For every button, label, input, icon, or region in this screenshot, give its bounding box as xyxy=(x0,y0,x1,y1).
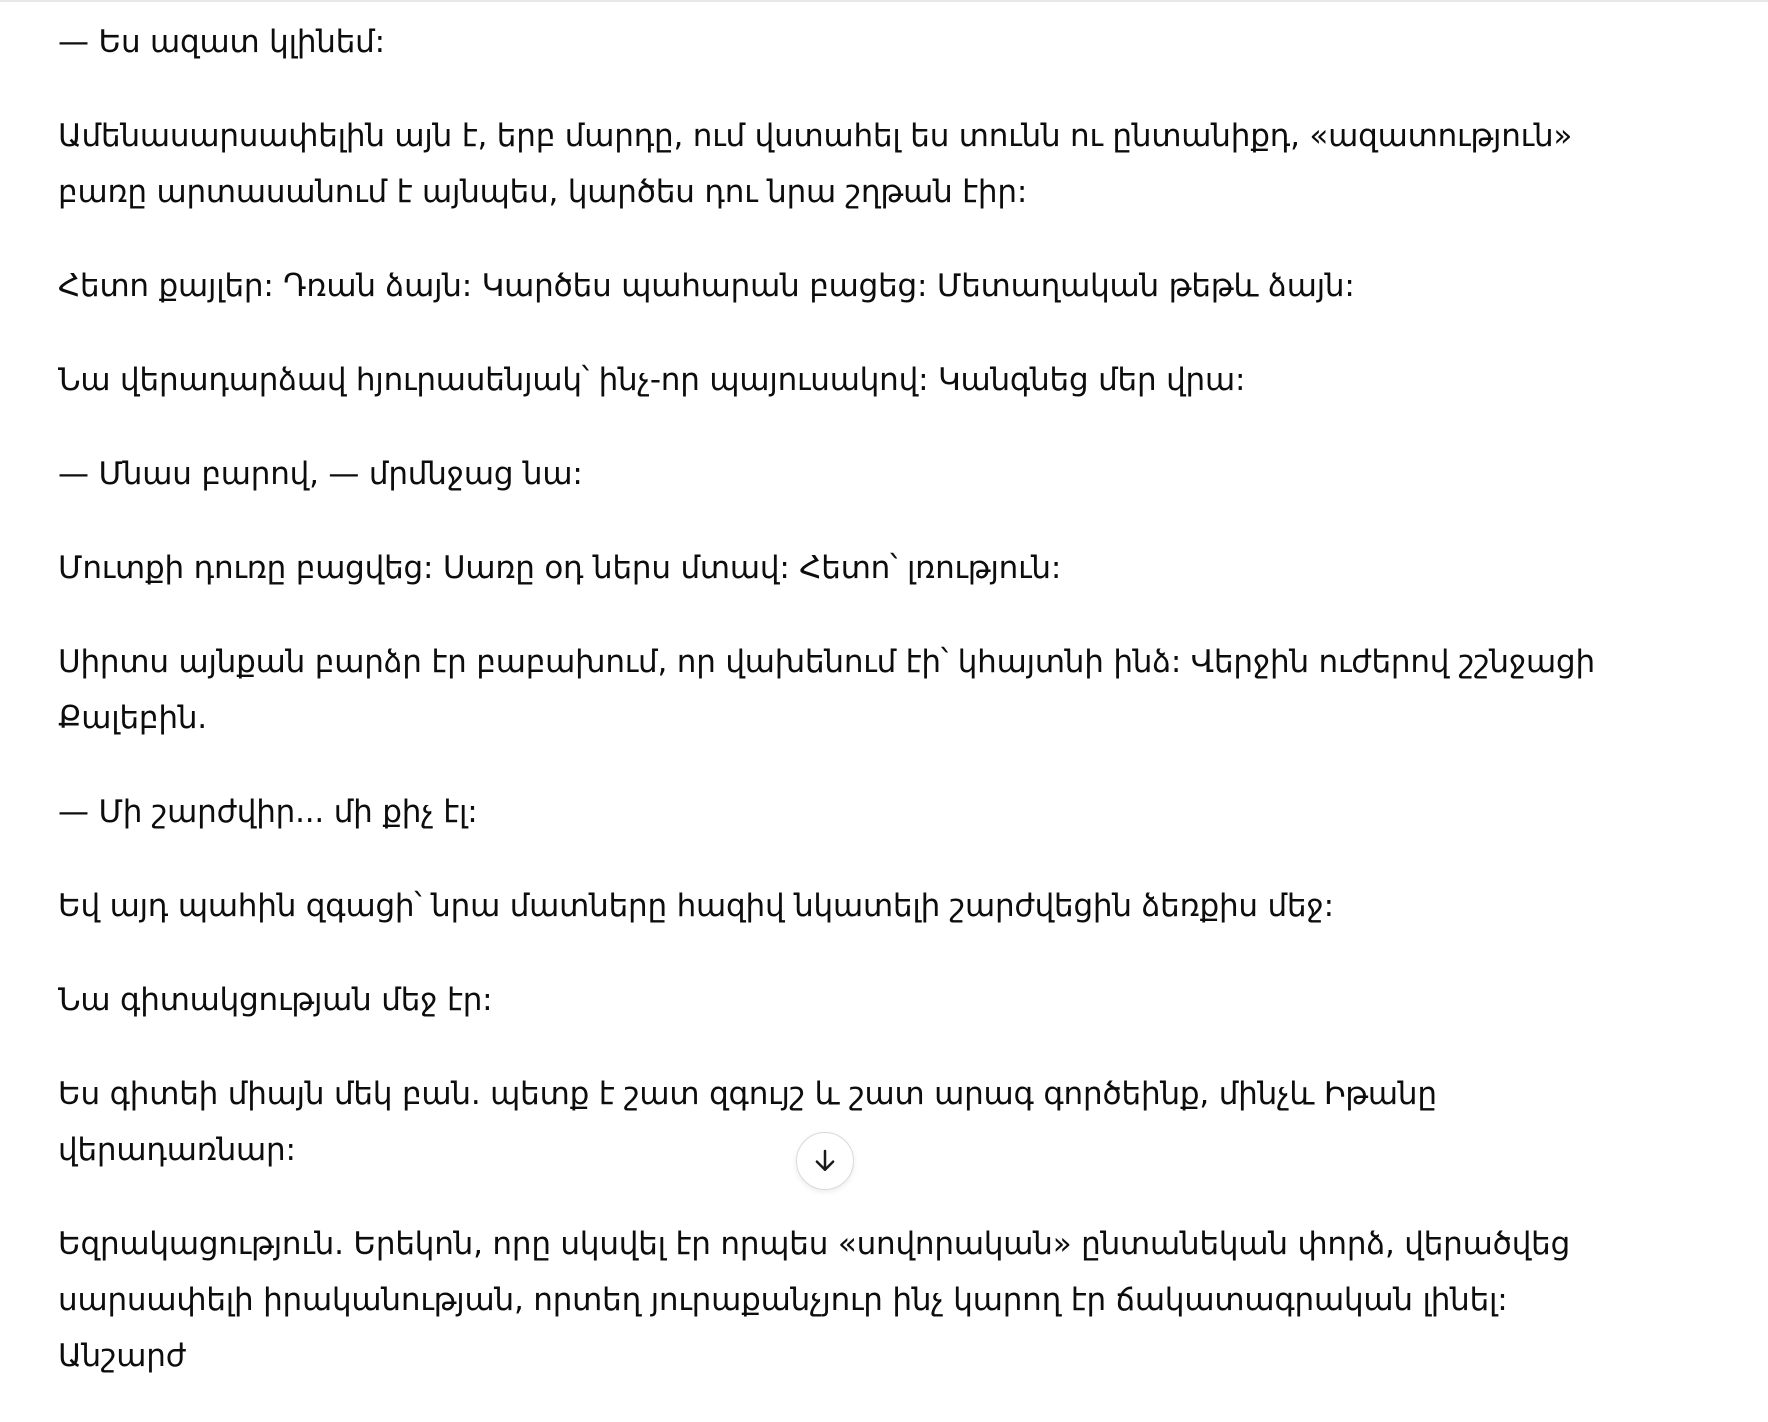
paragraph-12: Եզրակացություն. Երեկոն, որը սկսվել էր որպես «սովորական» ընտանեկան փորձ, վերածվեց սարսափելի իրականության, որտեղ յուրաքանչյուր ինչ կարող էր ճակատագրական լինել: Անշարժ xyxy=(58,1226,1571,1374)
paragraph-3: Հետո քայլեր: Դռան ձայն: Կարծես պահարան բացեց: Մետաղական թեթև ձայն: xyxy=(58,268,1355,304)
paragraph-4: Նա վերադարձավ հյուրասենյակ՝ ինչ-որ պայուսակով: Կանգնեց մեր վրա: xyxy=(58,362,1246,398)
top-divider xyxy=(0,0,1768,2)
paragraph-7: Սիրտս այնքան բարձր էր բաբախում, որ վախենում էի՝ կհայտնի ինձ: Վերջին ուժերով շշնջացի Քալեբին. xyxy=(58,644,1595,736)
paragraph-5: — Մնաս բարով, — մրմնջաց նա: xyxy=(58,456,583,492)
paragraph-9: Եվ այդ պահին զգացի՝ նրա մատները հազիվ նկատելի շարժվեցին ձեռքիս մեջ: xyxy=(58,888,1334,924)
paragraph-6: Մուտքի դուռը բացվեց: Սառը օդ ներս մտավ: Հետո՝ լռություն: xyxy=(58,550,1062,586)
paragraph-1: — Ես ազատ կլինեմ: xyxy=(58,24,385,60)
message-content xyxy=(58,14,1638,1422)
paragraph-8: — Մի շարժվիր... մի քիչ էլ: xyxy=(58,794,478,830)
paragraph-10: Նա գիտակցության մեջ էր: xyxy=(58,982,493,1018)
paragraph-11: Ես գիտեի միայն մեկ բան. պետք է շատ զգույշ և շատ արագ գործեինք, մինչև Իթանը վերադառնար: xyxy=(58,1076,1437,1168)
paragraph-2: Ամենասարսափելին այն է, երբ մարդը, ում վստահել ես տունն ու ընտանիքդ, «ազատություն» բառը արտասանում է այնպես, կարծես դու նրա շղթան էիր: xyxy=(58,118,1573,210)
scroll-to-bottom-button[interactable] xyxy=(796,1132,854,1190)
arrow-down-icon xyxy=(810,1146,840,1176)
